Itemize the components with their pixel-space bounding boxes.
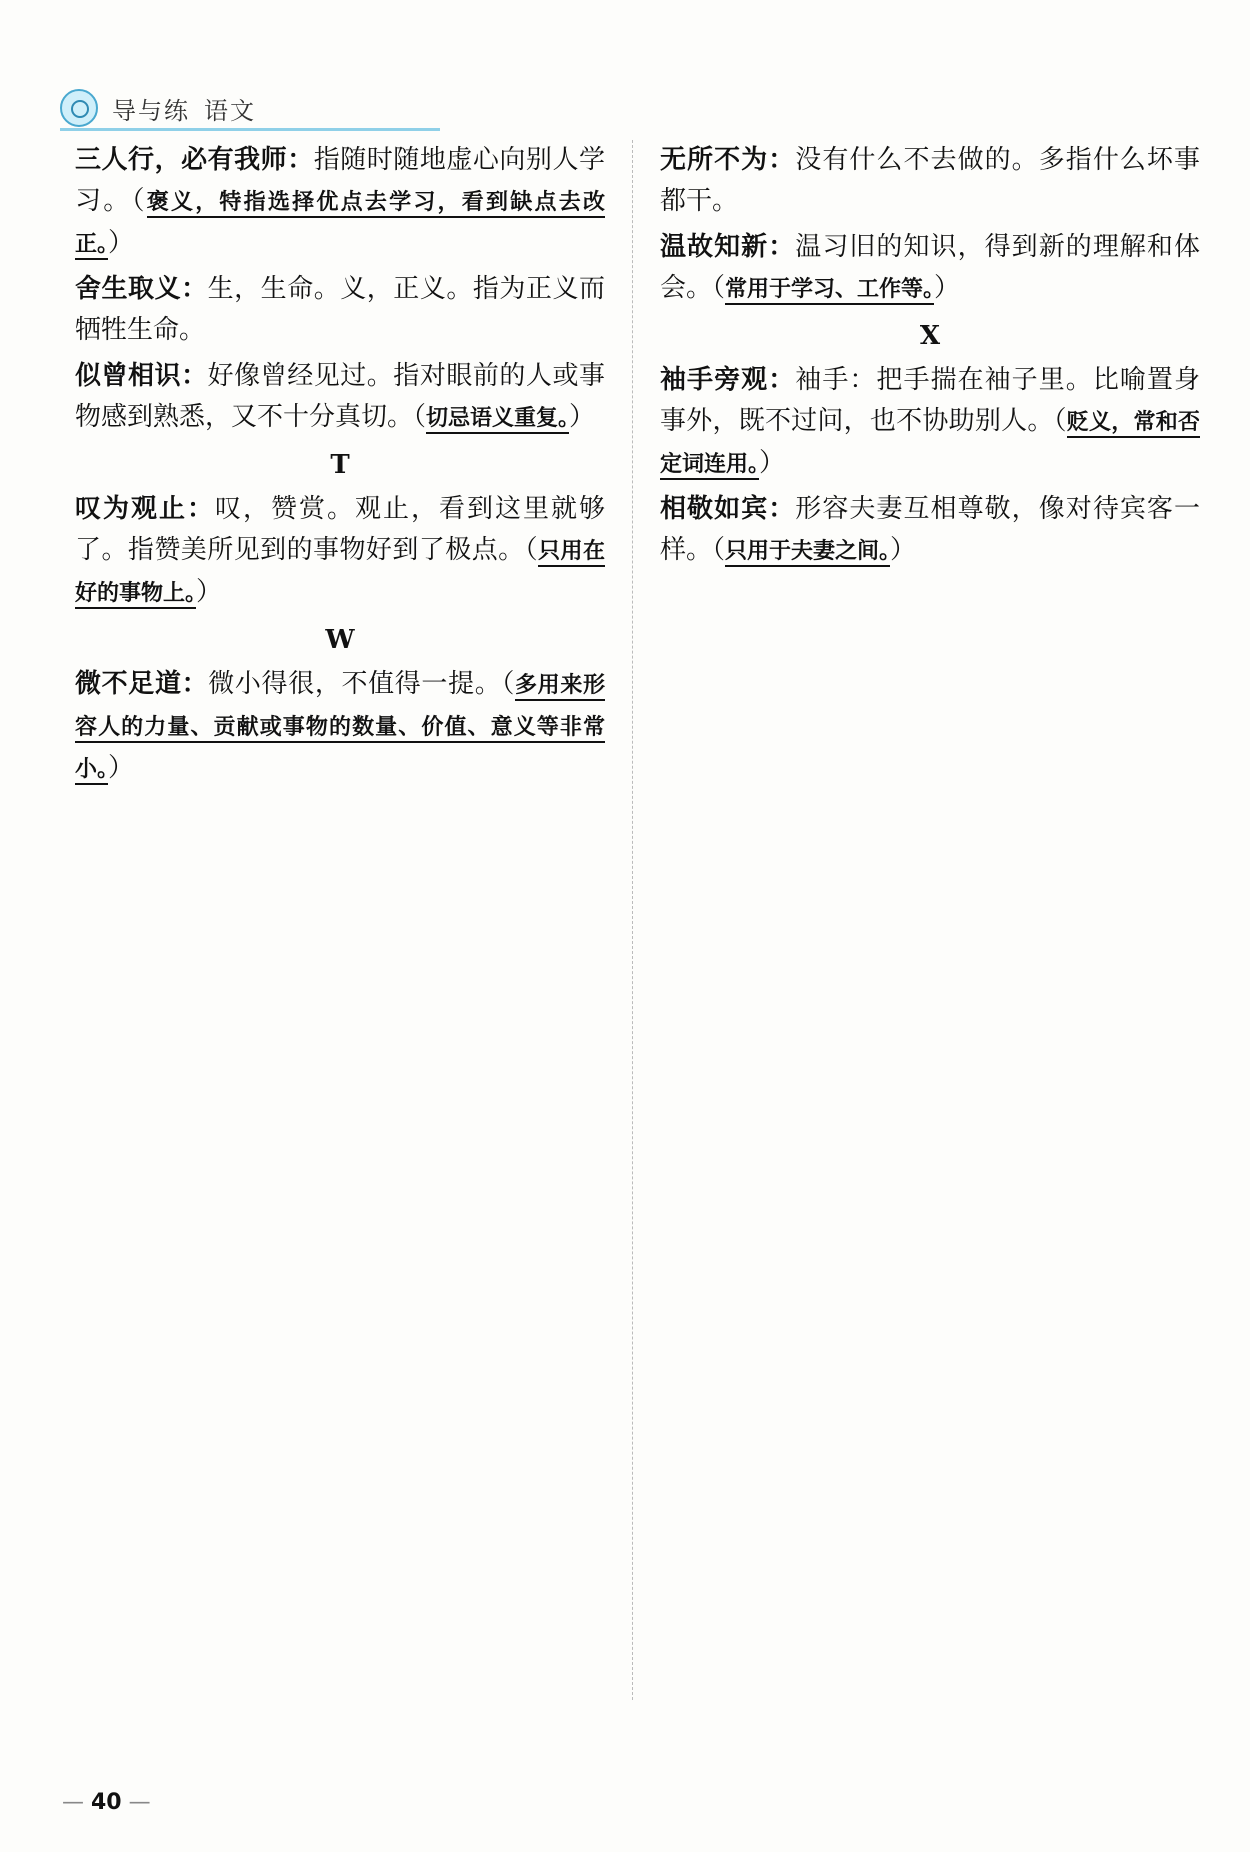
- usage-note: 多用来形容人的力量、贡献或事物的数量、价值、意义等非常小。: [75, 673, 605, 785]
- usage-note: 常用于学习、工作等。: [725, 277, 934, 305]
- book-logo-icon: [60, 89, 98, 127]
- idiom-term: 相敬如宾：: [660, 494, 796, 524]
- closing-paren: ）: [569, 402, 596, 432]
- idiom-definition: 温习旧的知识，得到新的理解和体会。（: [660, 232, 1200, 303]
- idiom-term: 无所不为：: [660, 145, 796, 175]
- closing-paren: ）: [108, 228, 135, 258]
- idiom-entry: [660, 360, 1200, 485]
- idiom-term: 微不足道：: [75, 669, 209, 699]
- page-header: [60, 88, 440, 131]
- usage-note: 贬义，常和否定词连用。: [660, 410, 1200, 480]
- idiom-definition: 袖手：把手揣在袖子里。比喻置身事外，既不过问，也不协助别人。（: [660, 365, 1200, 436]
- section-letter: W: [325, 625, 355, 655]
- right-column: [660, 140, 1200, 576]
- usage-note: 褒义，特指选择优点去学习，看到缺点去改正。: [75, 190, 605, 260]
- usage-note: 切忌语义重复。: [426, 406, 569, 434]
- idiom-definition: 生，生命。义，正义。指为正义而牺牲生命。: [75, 274, 605, 345]
- closing-paren: ）: [890, 535, 917, 565]
- closing-paren: ）: [934, 273, 961, 303]
- page-number: — 40 —: [62, 1790, 151, 1815]
- page-number-value: 40: [91, 1790, 122, 1815]
- idiom-term: 似曾相识：: [75, 361, 208, 391]
- idiom-definition: 形容夫妻互相尊敬，像对待宾客一样。（: [660, 494, 1200, 565]
- idiom-term: 舍生取义：: [75, 274, 208, 304]
- idiom-term: 叹为观止：: [75, 494, 215, 524]
- usage-note: 只用在好的事物上。: [75, 539, 605, 609]
- idiom-term: 袖手旁观：: [660, 365, 796, 395]
- idiom-entry: [660, 140, 1200, 223]
- idiom-entry: [660, 227, 1200, 310]
- idiom-entry: [75, 489, 605, 614]
- section-letter: X: [919, 321, 941, 351]
- usage-note: 只用于夫妻之间。: [725, 539, 890, 567]
- idiom-entry: [75, 356, 605, 439]
- idiom-definition: 指随时随地虚心向别人学习。（: [75, 145, 605, 216]
- closing-paren: ）: [196, 577, 223, 607]
- idiom-term: 三人行，必有我师：: [75, 145, 314, 175]
- series-title: 导与练: [112, 96, 190, 125]
- idiom-entry: [660, 489, 1200, 572]
- idiom-entry: [75, 664, 605, 790]
- left-column: [75, 140, 605, 794]
- idiom-definition: 好像曾经见过。指对眼前的人或事物感到熟悉，又不十分真切。（: [75, 361, 605, 432]
- idiom-entry: [75, 269, 605, 352]
- closing-paren: ）: [759, 448, 786, 478]
- idiom-entry: [75, 140, 605, 265]
- section-letter: T: [330, 450, 350, 480]
- idiom-definition: 叹，赞赏。观止，看到这里就够了。指赞美所见到的事物好到了极点。（: [75, 494, 605, 565]
- subject-title: 语文: [204, 96, 256, 125]
- idiom-definition: 微小得很，不值得一提。（: [208, 669, 516, 699]
- idiom-definition: 没有什么不去做的。多指什么坏事都干。: [660, 145, 1200, 216]
- idiom-term: 温故知新：: [660, 232, 796, 262]
- column-divider: [632, 140, 633, 1700]
- closing-paren: ）: [108, 753, 135, 783]
